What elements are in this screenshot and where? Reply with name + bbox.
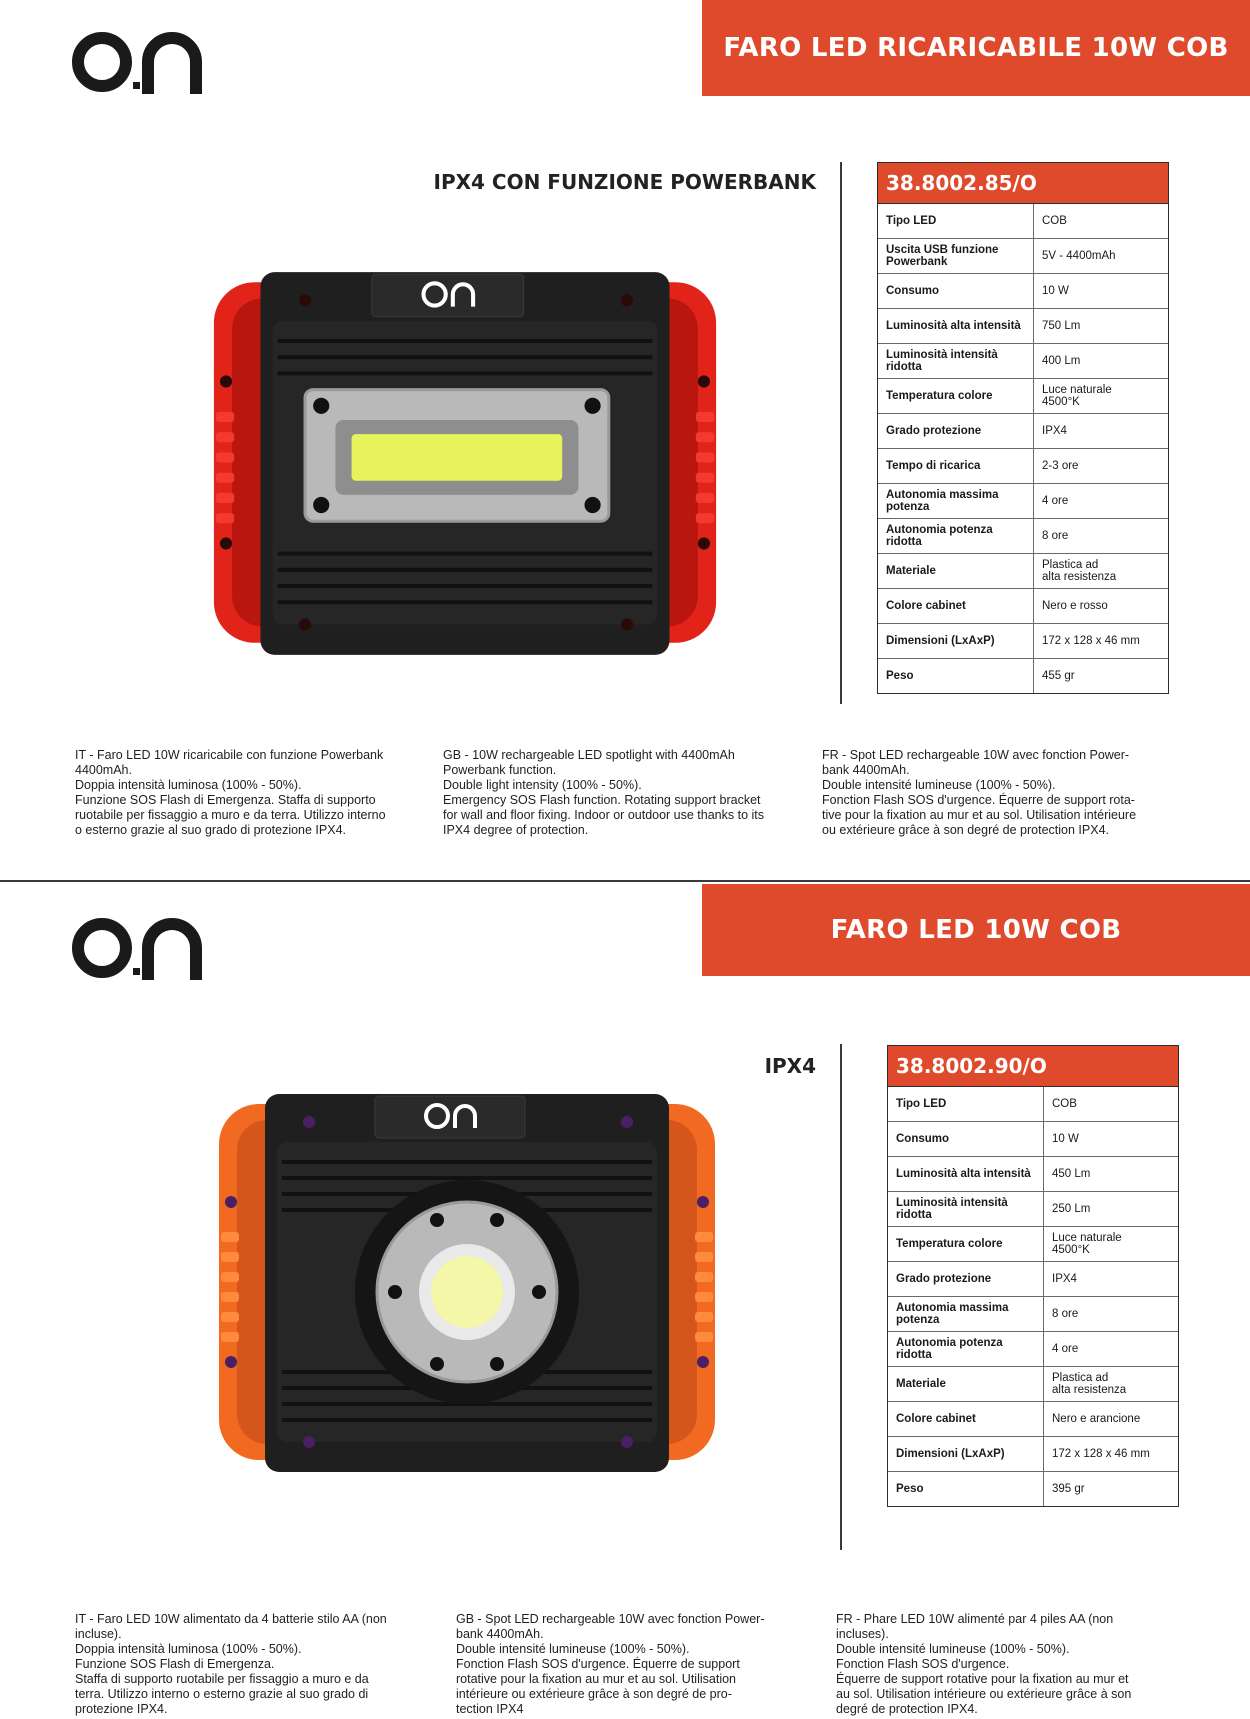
product-code: 38.8002.90/O [888,1046,1178,1087]
spec-label: Materiale [878,554,1034,588]
product-image-red-floodlight [200,260,730,665]
spec-row [878,204,1168,239]
spec-row [878,624,1168,659]
description-gb [456,1612,806,1717]
spec-row [888,1367,1178,1402]
spec-value: 10 W [1052,1133,1079,1145]
spec-value: 5V - 4400mAh [1042,250,1116,262]
spec-row [888,1227,1178,1262]
spec-row [878,309,1168,344]
spec-value: IPX4 [1052,1273,1077,1285]
description-text: GB - Spot LED rechargeable 10W avec fonction Power- bank 4400mAh. Double intensité lumineuse (100% - 50%). Fonction Flash SOS d'urgence. Équerre de support rotative pour la fixation au mur et au sol. Utilisation intérieure ou extérieure grâce à son degré de pro- tection IPX4 [456,1612,765,1716]
spec-label: Autonomia massima potenza [888,1297,1044,1331]
spec-value: Nero e rosso [1042,600,1108,612]
spec-label: Consumo [878,274,1034,308]
spec-label: Dimensioni (LxAxP) [878,624,1034,658]
spec-label: Luminosità alta intensità [878,309,1034,343]
divider-vertical [840,1044,842,1550]
product-section-2 [0,882,1250,1719]
spec-row [878,344,1168,379]
spec-row [888,1157,1178,1192]
spec-row [888,1087,1178,1122]
description-it [75,748,425,838]
spec-label: Tipo LED [888,1087,1044,1121]
description-text: FR - Phare LED 10W alimenté par 4 piles AA (non incluses). Double intensité lumineuse (100% - 50%). Fonction Flash SOS d'urgence. Équerre de support rotative pour la fixation au mur et au sol. Utilisation intérieure ou extérieure grâce à son degré de protection IPX4. [836,1612,1132,1716]
spec-value: Luce naturale 4500°K [1042,384,1112,408]
spec-label: Dimensioni (LxAxP) [888,1437,1044,1471]
spec-row [878,449,1168,484]
spec-value: 172 x 128 x 46 mm [1042,635,1140,647]
spec-row [888,1297,1178,1332]
product-subtitle: IPX4 [764,1054,816,1078]
spec-value: IPX4 [1042,425,1067,437]
spec-label: Tempo di ricarica [878,449,1034,483]
spec-label: Grado protezione [878,414,1034,448]
description-fr [822,748,1172,838]
spec-row [888,1122,1178,1157]
brand-logo [72,908,222,988]
spec-row [888,1192,1178,1227]
spec-label: Colore cabinet [888,1402,1044,1436]
spec-table [887,1045,1179,1507]
spec-value: 250 Lm [1052,1203,1091,1215]
spec-value: Luce naturale 4500°K [1052,1232,1122,1256]
spec-value: 4 ore [1052,1343,1079,1355]
spec-value: Plastica ad alta resistenza [1052,1372,1127,1396]
description-text: FR - Spot LED rechargeable 10W avec fonction Power- bank 4400mAh. Double intensité lumineuse (100% - 50%). Fonction Flash SOS d'urgence. Équerre de support rota- tive pour la fixation au mur et au sol. Utilisation intérieure ou extérieure grâce à son degré de protection IPX4. [822,748,1137,837]
spec-value: 172 x 128 x 46 mm [1052,1448,1150,1460]
spec-label: Colore cabinet [878,589,1034,623]
product-subtitle: IPX4 CON FUNZIONE POWERBANK [433,170,816,194]
spec-value: 8 ore [1052,1308,1079,1320]
spec-label: Consumo [888,1122,1044,1156]
spec-value: 4 ore [1042,495,1069,507]
product-title-banner: FARO LED RICARICABILE 10W COB [702,0,1250,96]
spec-value: 10 W [1042,285,1069,297]
description-it [75,1612,425,1717]
spec-row [888,1437,1178,1472]
spec-value: 750 Lm [1042,320,1081,332]
brand-logo [72,22,222,102]
spec-value: 395 gr [1052,1483,1085,1495]
spec-label: Autonomia massima potenza [878,484,1034,518]
spec-label: Peso [888,1472,1044,1506]
spec-value: 400 Lm [1042,355,1081,367]
spec-label: Uscita USB funzione Powerbank [878,239,1034,273]
product-title-banner: FARO LED 10W COB [702,884,1250,976]
spec-row [878,659,1168,693]
spec-row [878,274,1168,309]
spec-label: Temperatura colore [878,379,1034,413]
spec-row [878,554,1168,589]
spec-label: Materiale [888,1367,1044,1401]
spec-label: Temperatura colore [888,1227,1044,1261]
spec-row [888,1472,1178,1506]
spec-label: Luminosità alta intensità [888,1157,1044,1191]
spec-row [888,1402,1178,1437]
divider-vertical [840,162,842,704]
spec-row [878,484,1168,519]
description-text: GB - 10W rechargeable LED spotlight with 4400mAh Powerbank function. Double light intensity (100% - 50%). Emergency SOS Flash function. Rotating support bracket for wall and floor fixing. Indoor or outdoor use thanks to its IPX4 degree of protection. [443,748,765,837]
spec-label: Grado protezione [888,1262,1044,1296]
spec-row [878,379,1168,414]
spec-row [878,414,1168,449]
product-image-orange-floodlight [207,1082,727,1482]
spec-row [888,1262,1178,1297]
spec-row [888,1332,1178,1367]
spec-value: 8 ore [1042,530,1069,542]
spec-row [878,589,1168,624]
description-fr [836,1612,1186,1717]
spec-label: Autonomia potenza ridotta [888,1332,1044,1366]
spec-value: COB [1042,215,1067,227]
spec-label: Peso [878,659,1034,693]
spec-value: COB [1052,1098,1077,1110]
product-code: 38.8002.85/O [878,163,1168,204]
spec-row [878,519,1168,554]
spec-label: Tipo LED [878,204,1034,238]
spec-value: 450 Lm [1052,1168,1091,1180]
description-text: IT - Faro LED 10W alimentato da 4 batterie stilo AA (non incluse). Doppia intensità luminosa (100% - 50%). Funzione SOS Flash di Emergenza. Staffa di supporto ruotabile per fissaggio a muro e da terra. Utilizzo interno o esterno grazie al suo grado di protezione IPX4. [75,1612,387,1716]
spec-label: Luminosità intensità ridotta [888,1192,1044,1226]
description-text: IT - Faro LED 10W ricaricabile con funzione Powerbank 4400mAh. Doppia intensità luminosa (100% - 50%). Funzione SOS Flash di Emergenza. Staffa di supporto ruotabile per fissaggio a muro e da terra. Utilizzo interno o esterno grazie al suo grado di protezione IPX4. [75,748,386,837]
spec-row [878,239,1168,274]
spec-value: 2-3 ore [1042,460,1079,472]
spec-value: Plastica ad alta resistenza [1042,559,1117,583]
spec-label: Luminosità intensità ridotta [878,344,1034,378]
spec-table [877,162,1169,694]
spec-value: Nero e arancione [1052,1413,1141,1425]
spec-value: 455 gr [1042,670,1075,682]
description-gb [443,748,793,838]
spec-label: Autonomia potenza ridotta [878,519,1034,553]
